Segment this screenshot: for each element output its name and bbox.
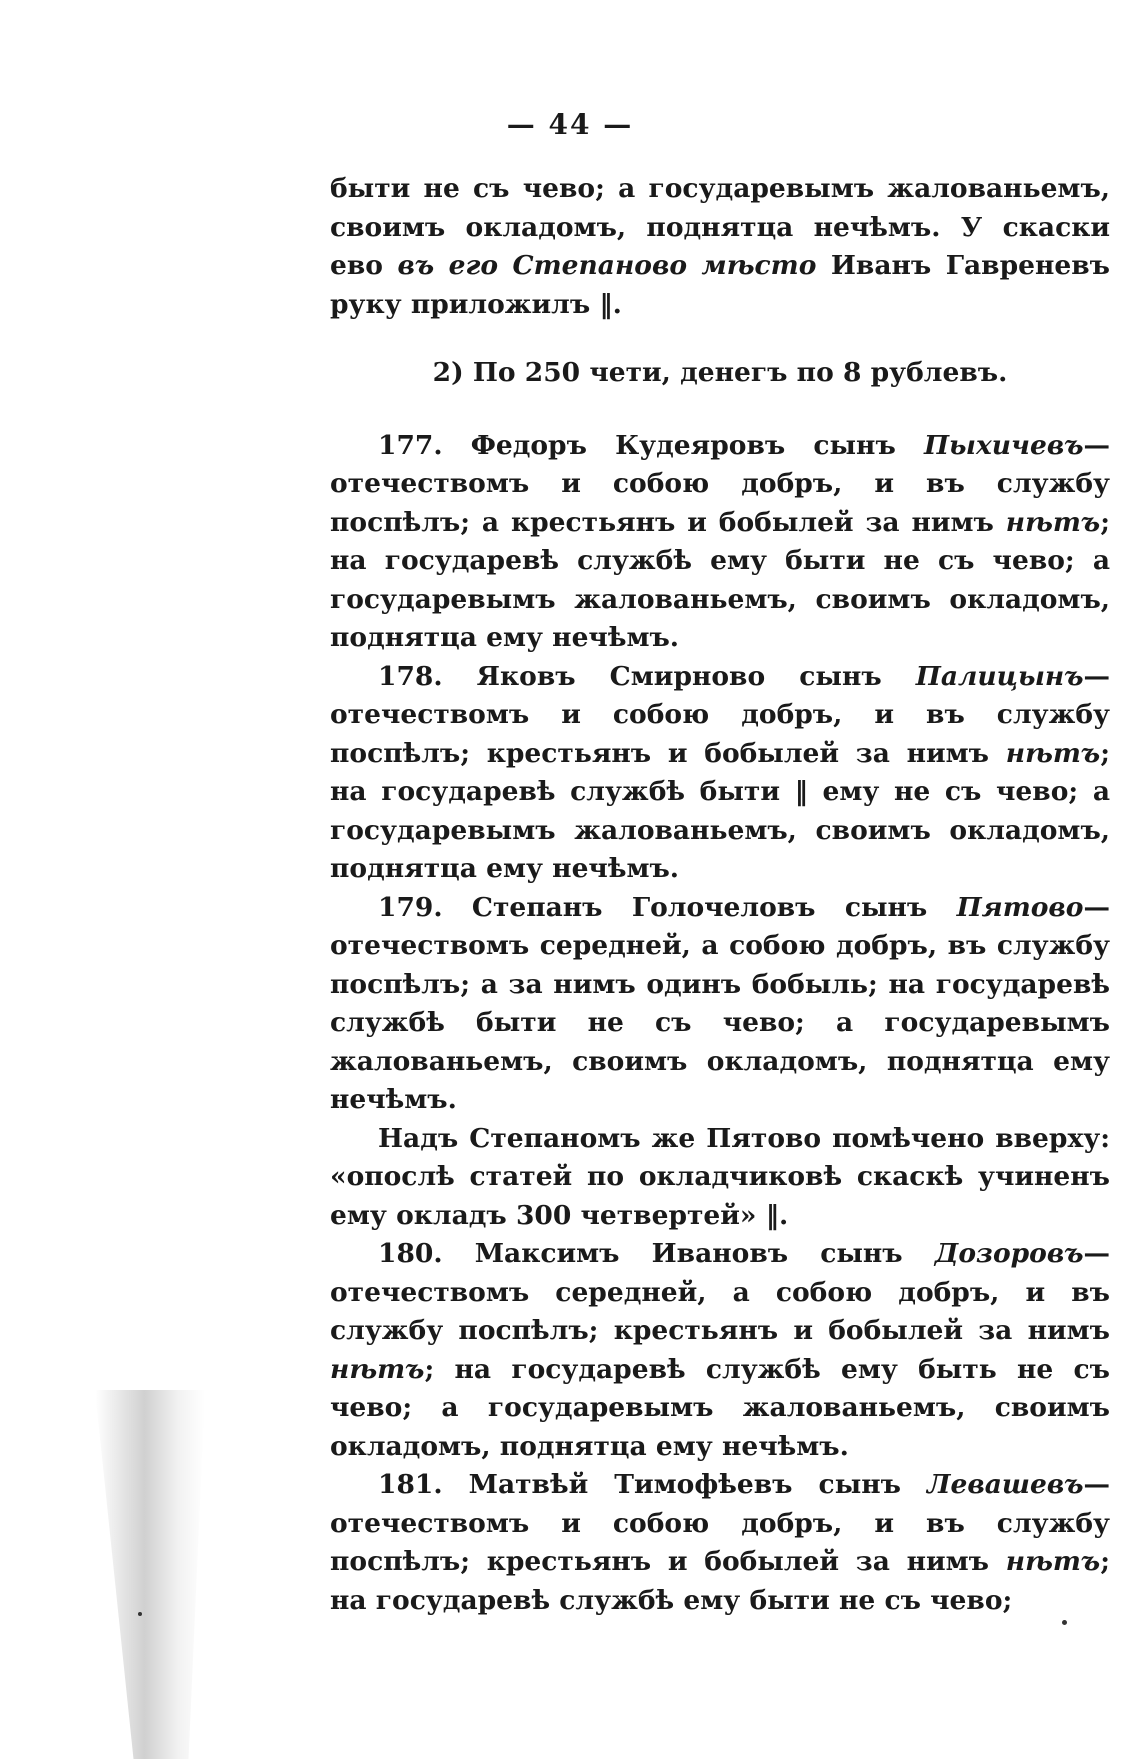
entry-body: —отечествомъ и собою добръ, и въ службу поспѣлъ; а крестьянъ и бобылей за нимъ (330, 429, 1110, 538)
note-paragraph: Надъ Степаномъ же Пятово помѣчено вверху: «опослѣ статей по окладчиковѣ скаскѣ учиненъ ему окладъ 300 четвертей» ‖. (330, 1122, 1110, 1231)
entry-body: —отечествомъ середней, а собою добръ, въ службу поспѣлъ; а за нимъ одинъ бобыль; на государевѣ службѣ быти не съ чево; а государевымъ жалованьемъ, своимъ окладомъ, поднятца ему нечѣмъ. (330, 891, 1110, 1115)
entry-body: —отечествомъ и собою добръ, и въ службу поспѣлъ; крестьянъ и бобылей за нимъ (330, 1469, 1110, 1577)
entry-tail: ; на государевѣ службѣ ему быти не съ чево; (330, 1546, 1110, 1616)
entry-net: нѣтъ (330, 1353, 425, 1385)
entry-lead: 177. Федоръ Кудеяровъ сынъ (378, 429, 924, 461)
entry-body: —отечествомъ и собою добръ, и въ службу поспѣлъ; крестьянъ и бобылей за нимъ (330, 660, 1110, 769)
intro-paragraph (330, 170, 1110, 324)
page-number: — 44 — (506, 108, 634, 141)
entry-181 (330, 1466, 1110, 1620)
entry-net: нѣтъ (1005, 1546, 1101, 1577)
entry-lead: 179. Степанъ Голочеловъ сынъ (378, 891, 957, 923)
entry-180 (330, 1235, 1110, 1466)
scan-speck (138, 1612, 142, 1616)
entry-tail: ; на государевѣ службѣ ему быти не съ чево; а государевымъ жалованьемъ, своимъ окладомъ, поднятца ему нечѣмъ. (330, 506, 1110, 653)
entry-lead: 181. Матвѣй Тимофѣевъ сынъ (378, 1469, 928, 1500)
entry-surname: Дозоровъ (934, 1238, 1084, 1269)
intro-text: быти не съ чево; а государевымъ жалованьемъ, своимъ окладомъ, поднятца нечѣмъ. У скаски ево (330, 173, 1110, 281)
scan-speck (1062, 1620, 1067, 1625)
intro-italic: въ его Степаново мѣсто (397, 250, 817, 281)
body-text (330, 170, 1110, 1620)
entry-lead: 178. Яковъ Смирново сынъ (378, 660, 916, 692)
entry-178 (330, 658, 1110, 889)
entry-surname: Левашевъ (927, 1469, 1084, 1500)
entry-surname: Пятово (956, 891, 1084, 923)
scan-gutter-shadow (95, 1390, 205, 1759)
entry-surname: Пыхичевъ (923, 429, 1084, 461)
entry-tail: ; на государевѣ службѣ ему быть не съ чево; а государевымъ жалованьемъ, своимъ окладомъ, поднятца ему нечѣмъ. (330, 1353, 1110, 1462)
section-heading: 2) По 250 чети, денегъ по 8 рублевъ. (432, 357, 1008, 388)
entry-177 (330, 427, 1110, 658)
entry-net: нѣтъ (1005, 506, 1101, 538)
entry-tail: ; на государевѣ службѣ быти ‖ ему не съ чево; а государевымъ жалованьемъ, своимъ окладомъ, поднятца ему нечѣмъ. (330, 737, 1110, 884)
entry-surname: Палицынъ (915, 660, 1084, 692)
intro-end: Иванъ Гавреневъ руку приложилъ ‖. (330, 250, 1110, 320)
entry-lead: 180. Максимъ Ивановъ сынъ (378, 1238, 935, 1269)
entry-net: нѣтъ (1005, 737, 1101, 769)
entry-179 (330, 889, 1110, 1120)
entry-body: —отечествомъ середней, а собою добръ, и въ службу поспѣлъ; крестьянъ и бобылей за нимъ (330, 1238, 1110, 1346)
